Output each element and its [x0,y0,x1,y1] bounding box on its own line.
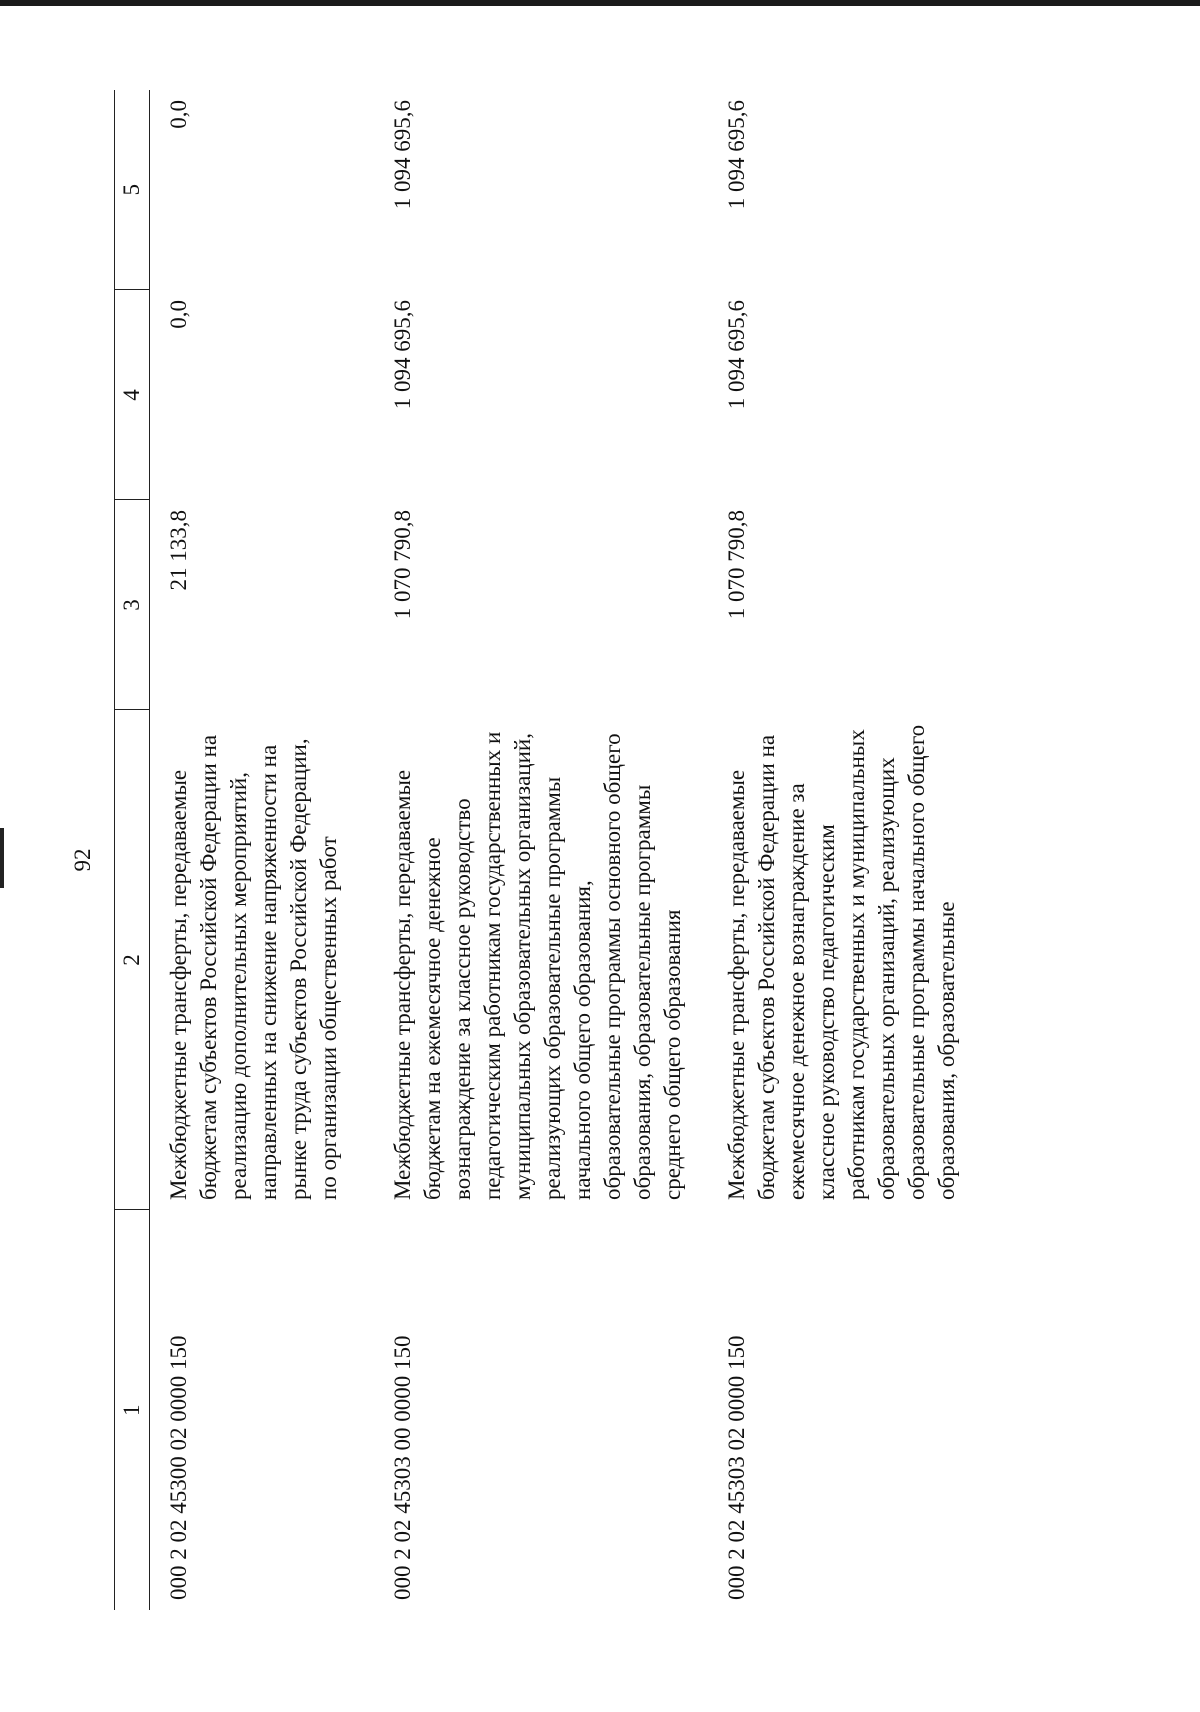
table-row [374,90,708,1610]
amount-col4: 0,0 [166,300,191,329]
column-header-4: 4 [115,290,150,500]
budget-item-name: Межбюджетные трансферты, передаваемые бюджетам на ежемесячное денежное вознаграждение за классное руководство педагогическим работникам государственных и муниципальных образовательных организаций, реализующих образовательные программы начального общего образования, образовательные программы основного общего образования, образовательные программы среднего общего образования [390,731,685,1200]
budget-table [114,90,982,1610]
scan-top-edge [0,0,1200,6]
amount-col4: 1 094 695,6 [724,300,749,410]
budget-item-name: Межбюджетные трансферты, передаваемые бюджетам субъектов Российской Федерации на реализацию дополнительных мероприятий, направленных на снижение напряженности на рынке труда субъектов Российской Федерации, по организации общественных работ [166,734,341,1200]
table-row [708,90,982,1610]
amount-col3: 21 133,8 [166,510,191,591]
column-header-5: 5 [115,90,150,290]
column-header-3: 3 [115,500,150,710]
amount-col5: 1 094 695,6 [724,100,749,210]
amount-col4: 1 094 695,6 [390,300,415,410]
table-row [150,90,375,1610]
page-number: 92 [70,848,95,872]
scan-left-mark [0,828,4,888]
budget-code: 000 2 02 45303 02 0000 150 [724,1335,749,1600]
amount-col5: 0,0 [166,100,191,129]
amount-col3: 1 070 790,8 [390,510,415,620]
column-header-2: 2 [115,710,150,1210]
document-sheet [70,50,1130,1660]
budget-code: 000 2 02 45303 00 0000 150 [390,1335,415,1600]
amount-col3: 1 070 790,8 [724,510,749,620]
amount-col5: 1 094 695,6 [390,100,415,210]
column-header-1: 1 [115,1210,150,1610]
budget-code: 000 2 02 45300 02 0000 150 [166,1335,191,1600]
budget-item-name: Межбюджетные трансферты, передаваемые бюджетам субъектов Российской Федерации на ежемесячное денежное вознаграждение за классное руководство педагогическим работникам государственных и муниципальных образовательных организаций, реализующих образовательные программы начального общего образования, образовательные [724,724,959,1200]
table-header-row [115,90,150,1610]
